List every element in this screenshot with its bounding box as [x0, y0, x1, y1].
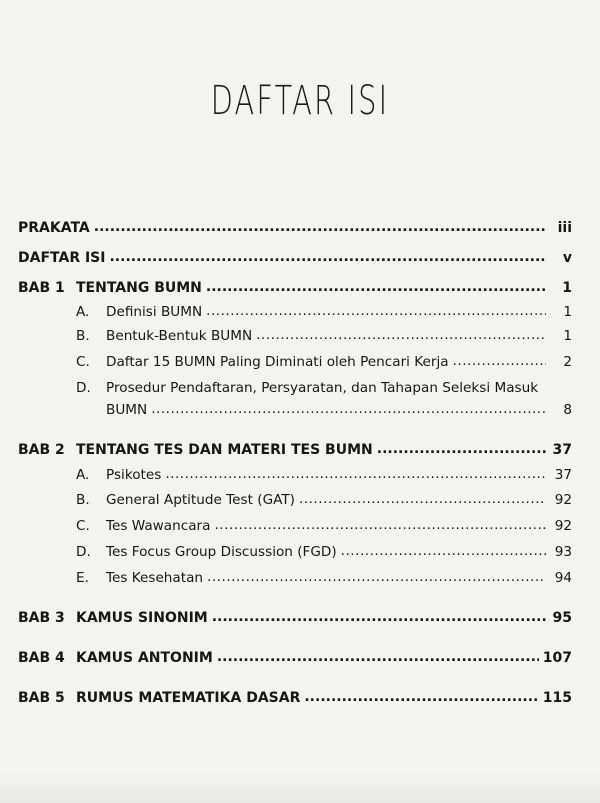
toc-entry-bab-1[interactable] — [18, 278, 572, 298]
dot-leader — [165, 464, 546, 484]
dot-leader — [214, 515, 546, 535]
toc-page-number: v — [562, 250, 572, 266]
toc-label: Bentuk-Bentuk BUMN — [106, 328, 253, 344]
toc-subentry[interactable] — [76, 516, 572, 536]
toc-label: PRAKATA — [18, 220, 90, 236]
dot-leader — [341, 541, 546, 561]
dot-leader — [299, 489, 546, 509]
toc-page-number: 2 — [563, 354, 572, 370]
toc-page-number: 107 — [542, 650, 572, 666]
toc-page-number: 94 — [554, 570, 572, 586]
toc-entry-bab-5[interactable] — [18, 688, 572, 708]
toc-label: Psikotes — [106, 467, 162, 483]
toc-entry-bab-4[interactable] — [18, 648, 572, 668]
dot-leader — [304, 687, 538, 707]
toc-label: KAMUS ANTONIM — [76, 650, 213, 666]
toc-label: RUMUS MATEMATIKA DASAR — [76, 690, 301, 706]
toc-page-number: 115 — [542, 690, 572, 706]
toc-subentry[interactable] — [76, 465, 572, 485]
toc-entry-prakata[interactable] — [18, 218, 572, 238]
toc-label: Tes Kesehatan — [106, 570, 204, 586]
toc-label: Prosedur Pendaftaran, Persyaratan, dan Tahapan Seleksi Masuk — [106, 380, 539, 396]
toc-subentry[interactable] — [76, 542, 572, 562]
dot-leader — [94, 217, 546, 237]
toc-label: Definisi BUMN — [106, 304, 203, 320]
subentry-letter: A. — [76, 304, 90, 320]
dot-leader — [256, 325, 546, 345]
toc-page-number: 1 — [563, 304, 572, 320]
subentry-letter: C. — [76, 518, 90, 534]
chapter-number: BAB 3 — [18, 610, 65, 626]
dot-leader — [377, 439, 546, 459]
subentry-letter: E. — [76, 570, 89, 586]
dot-leader — [217, 647, 539, 667]
dot-leader — [151, 399, 546, 419]
toc-label: TENTANG TES DAN MATERI TES BUMN — [76, 442, 373, 458]
toc-subentry[interactable] — [76, 568, 572, 588]
chapter-number: BAB 4 — [18, 650, 65, 666]
dot-leader — [207, 567, 546, 587]
subentry-letter: B. — [76, 328, 90, 344]
page-bottom-shadow — [0, 773, 600, 803]
toc-page-number: 92 — [554, 518, 572, 534]
toc-page-number: 8 — [563, 402, 572, 418]
toc-label: KAMUS SINONIM — [76, 610, 208, 626]
toc-subentry-continuation[interactable] — [106, 400, 572, 420]
toc-subentry[interactable] — [76, 302, 572, 322]
dot-leader — [109, 247, 546, 267]
toc-page-number: 1 — [563, 328, 572, 344]
toc-page-number: 93 — [554, 544, 572, 560]
toc-page-number: 95 — [552, 610, 572, 626]
toc-subentry[interactable] — [76, 378, 572, 398]
toc-label: DAFTAR ISI — [18, 250, 106, 266]
subentry-letter: D. — [76, 380, 91, 396]
dot-leader — [212, 607, 546, 627]
toc-label: BUMN — [106, 402, 148, 418]
toc-page-number: 37 — [552, 442, 572, 458]
toc-label: Daftar 15 BUMN Paling Diminati oleh Pencari Kerja — [106, 354, 449, 370]
toc-label: Tes Focus Group Discussion (FGD) — [106, 544, 337, 560]
toc-page-number: 37 — [554, 467, 572, 483]
dot-leader — [206, 301, 546, 321]
toc-subentry[interactable] — [76, 490, 572, 510]
toc-label: Tes Wawancara — [106, 518, 211, 534]
page-title: DAFTAR ISI — [210, 78, 390, 124]
toc-page-number: 1 — [562, 280, 572, 296]
subentry-letter: D. — [76, 544, 91, 560]
dot-leader — [453, 351, 546, 371]
toc-entry-bab-2[interactable] — [18, 440, 572, 460]
toc-page-number: 92 — [554, 492, 572, 508]
toc-page-number: iii — [557, 220, 572, 236]
chapter-number: BAB 5 — [18, 690, 65, 706]
toc-entry-bab-3[interactable] — [18, 608, 572, 628]
toc-label: TENTANG BUMN — [76, 280, 202, 296]
chapter-number: BAB 1 — [18, 280, 65, 296]
dot-leader — [206, 277, 546, 297]
chapter-number: BAB 2 — [18, 442, 65, 458]
subentry-letter: C. — [76, 354, 90, 370]
toc-entry-daftar-isi[interactable] — [18, 248, 572, 268]
toc-label: General Aptitude Test (GAT) — [106, 492, 295, 508]
subentry-letter: B. — [76, 492, 90, 508]
toc-subentry[interactable] — [76, 326, 572, 346]
toc-subentry[interactable] — [76, 352, 572, 372]
subentry-letter: A. — [76, 467, 90, 483]
